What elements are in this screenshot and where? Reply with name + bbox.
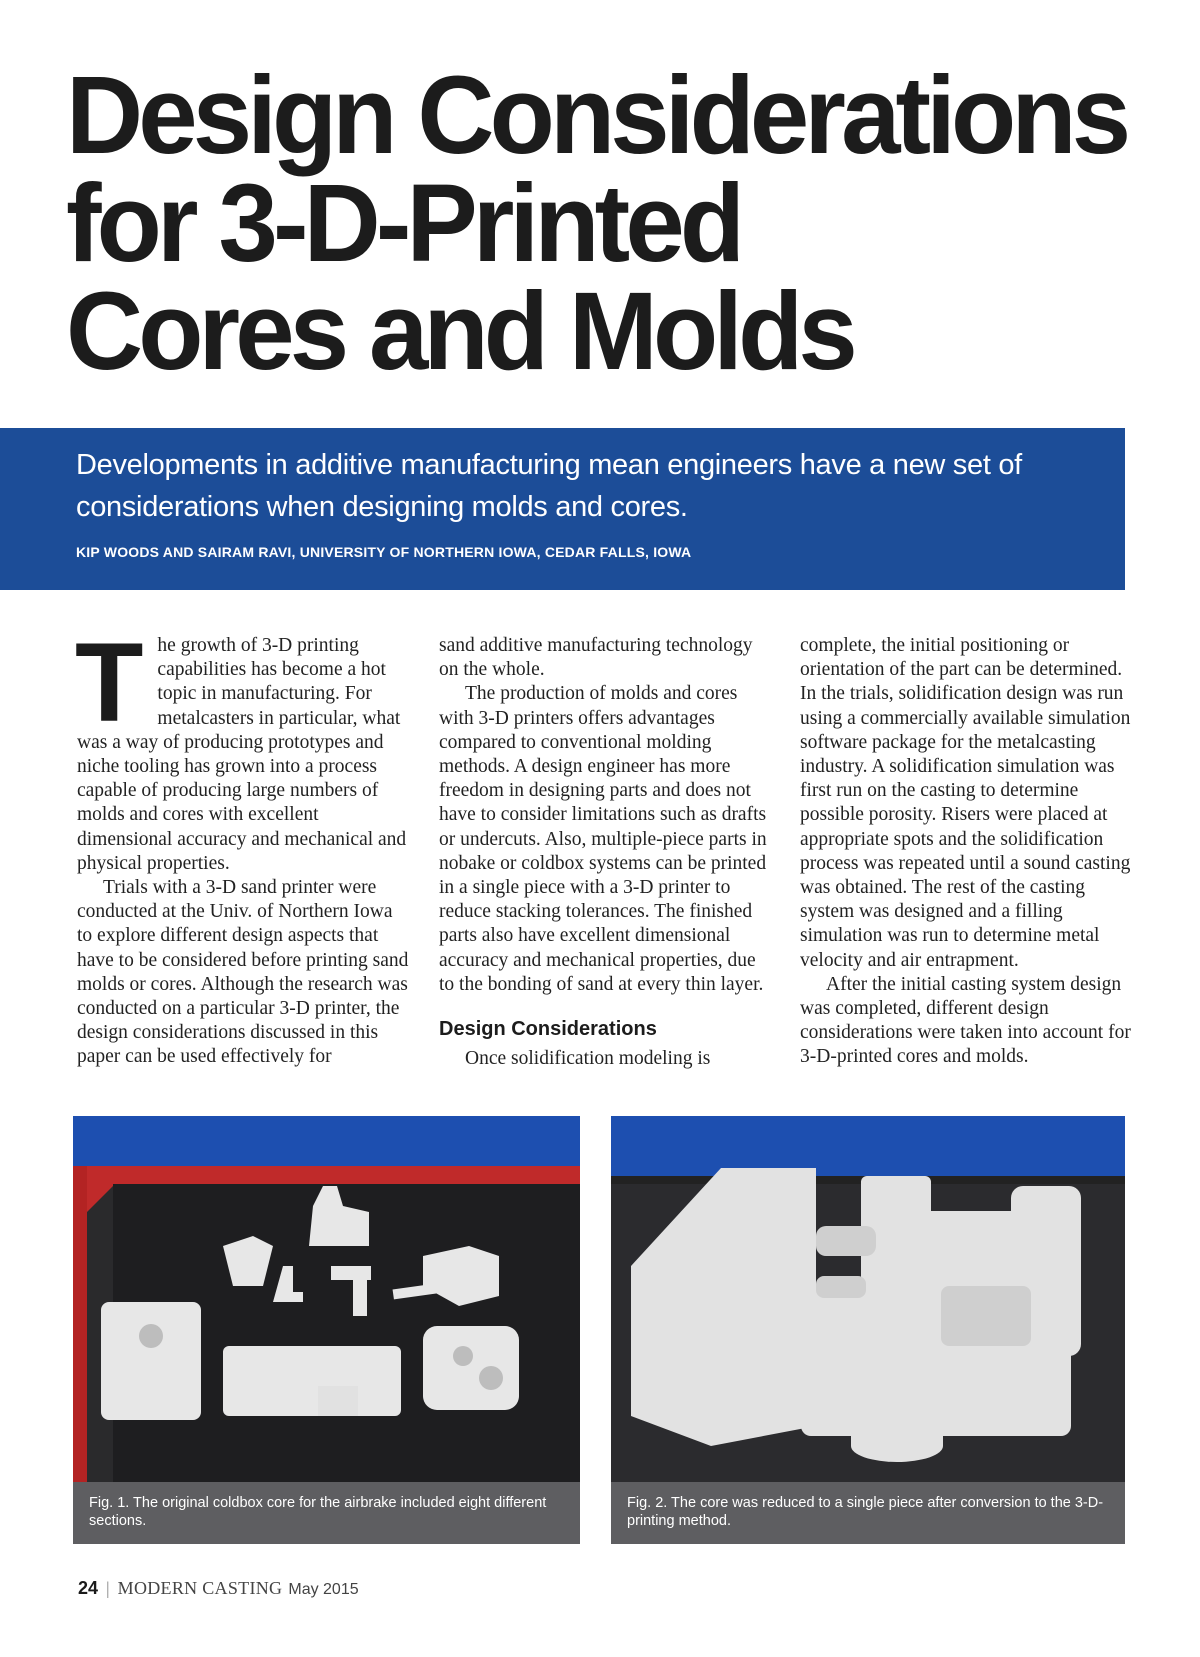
column-3-paragraph-1: complete, the initial positioning or orientation of the part can be determined. In the trials, solidification design was run using a commercially available simulation software package for the metalcasting industry. A solidification simulation was first run on the casting to determine possible porosity. Risers were placed at appropriate spots and the solidification process was repeated until a sound casting was obtained. The rest of the casting system was designed and a filling simulation was run to determine metal velocity and air entrapment. — [800, 635, 1131, 971]
deck-banner — [0, 428, 1125, 590]
column-1 — [75, 620, 409, 1070]
byline: KIP WOODS AND SAIRAM RAVI, UNIVERSITY OF NORTHERN IOWA, CEDAR FALLS, IOWA — [76, 544, 692, 560]
article-title — [66, 54, 1133, 393]
figure-2-caption: Fig. 2. The core was reduced to a single piece after conversion to the 3-D-printing method. — [611, 1482, 1125, 1544]
coldbox-cores-photo — [73, 1116, 580, 1482]
column-1-paragraph-2: Trials with a 3-D sand printer were conducted at the Univ. of Northern Iowa to explore different design aspects that have to be considered before printing sand molds or cores. Although the research was conducted on a particular 3-D printer, the design considerations discussed in this paper can be used effectively for — [77, 877, 409, 1068]
title-line-3: Cores and Molds — [66, 270, 853, 393]
page-number: 24 — [78, 1578, 99, 1598]
magazine-name: MODERN CASTING — [117, 1578, 283, 1598]
figure-2 — [611, 1116, 1125, 1544]
title-line-1: Design Considerations — [66, 54, 1127, 177]
column-3-paragraph-2: After the initial casting system design was completed, different design considerations were taken into account for 3-D-printed cores and molds. — [800, 973, 1131, 1068]
column-2-paragraph-3: Once solidification modeling is — [465, 1048, 711, 1070]
column-2 — [439, 634, 771, 1071]
figure-1 — [73, 1116, 580, 1544]
column-2-paragraph-2: The production of molds and cores with 3-D printers offers advantages compared to conventional molding methods. A design engineer has more freedom in designing parts and does not have to consider limitations such as drafts or undercuts. Also, multiple-piece parts in nobake or coldbox systems can be printed in a single piece with a 3-D printer to reduce stacking tolerances. The finished parts also have excellent dimensional accuracy and mechanical properties, due to the bonding of sand at every thin layer. — [439, 683, 767, 995]
title-line-2: for 3-D-Printed — [66, 162, 741, 285]
figure-1-photo — [73, 1116, 580, 1482]
drop-cap: T — [75, 620, 144, 745]
deck-text: Developments in additive manufacturing mean engineers have a new set of considerations when designing molds and cores. — [76, 449, 1022, 523]
column-2-paragraph-1: sand additive manufacturing technology on the whole. — [439, 635, 753, 681]
printed-core-photo — [611, 1116, 1125, 1482]
column-3 — [800, 634, 1132, 1070]
footer-separator: | — [106, 1578, 110, 1598]
figure-2-photo — [611, 1116, 1125, 1482]
section-subhead: Design Considerations — [439, 1018, 657, 1041]
column-1-paragraph-1: he growth of 3-D printing capabilities has become a hot topic in manufacturing. For metalcasters in particular, what was a way of producing prototypes and niche tooling has grown into a process capable of producing large numbers of molds and cores with excellent dimensional accuracy and mechanical and physical properties. — [77, 635, 407, 874]
figure-1-caption: Fig. 1. The original coldbox core for the airbrake included eight different sections. — [73, 1482, 580, 1544]
page-footer — [78, 1578, 359, 1599]
issue-date: May 2015 — [288, 1581, 359, 1598]
